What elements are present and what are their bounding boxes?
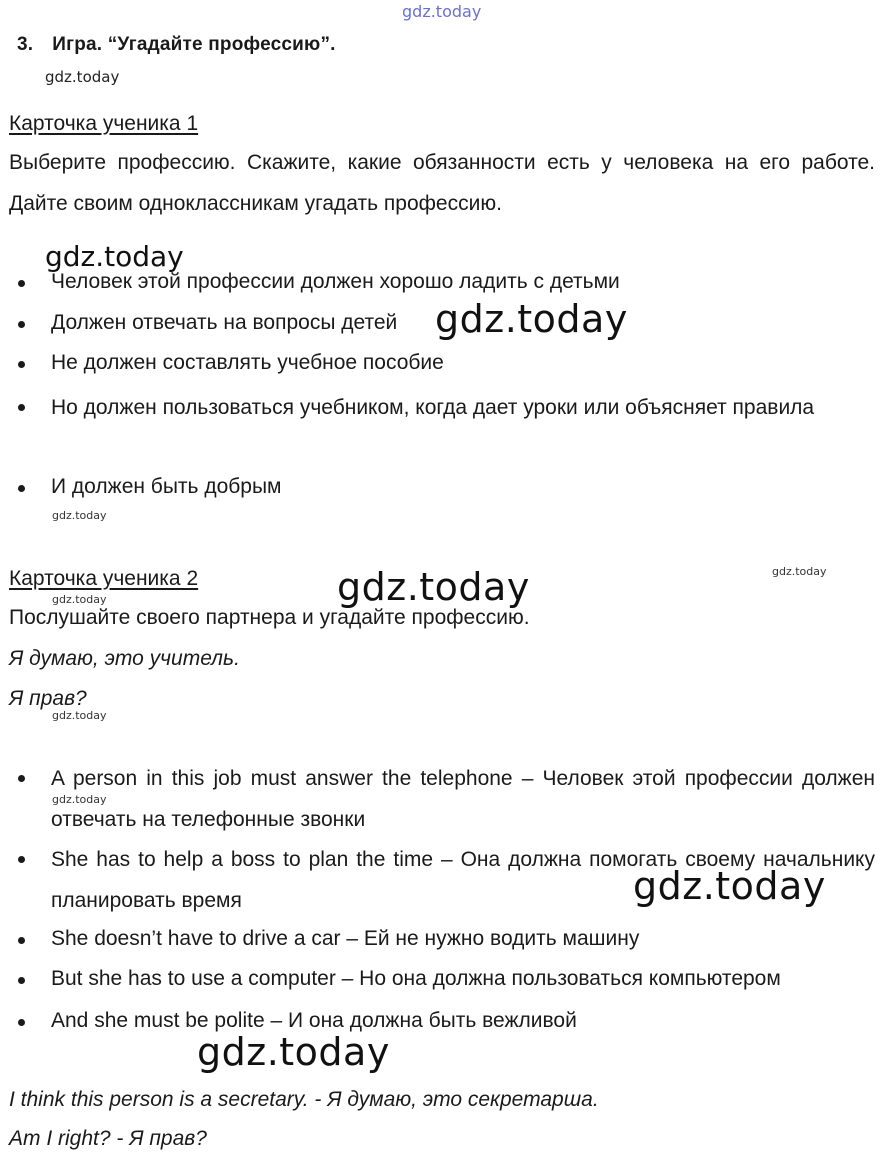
watermark-tiny: gdz.today: [52, 509, 107, 522]
list-item: Человек этой профессии должен хорошо ладить с детьми: [51, 270, 620, 293]
list-item: But she has to use a computer – Но она должна пользоваться компьютером: [51, 967, 781, 990]
card2-answer-line1: Я думаю, это учитель.: [9, 647, 240, 670]
list-item: Должен отвечать на вопросы детей: [51, 311, 398, 334]
watermark-tiny: gdz.today: [52, 709, 107, 722]
bullet-dot: [18, 361, 25, 368]
card2-instruction: Послушайте своего партнера и угадайте профессию.: [9, 606, 530, 629]
bullet-dot: [18, 937, 25, 944]
watermark-small: gdz.today: [45, 68, 120, 86]
bullet-dot: [18, 775, 25, 782]
watermark-top: gdz.today: [402, 2, 482, 21]
task-title: [17, 34, 336, 56]
watermark-big: gdz.today: [197, 1030, 390, 1074]
task-number: 3.: [17, 34, 34, 55]
bullet-dot: [18, 280, 25, 287]
bullet-dot: [18, 856, 25, 863]
card2-answer-line2: Я прав?: [9, 687, 87, 710]
watermark-tiny: gdz.today: [52, 593, 107, 606]
card1-instructions: Выберите профессию. Скажите, какие обязанности есть у человека на его работе. Дайте своим одноклассникам угадать профессию.: [9, 151, 875, 215]
watermark-big: gdz.today: [435, 297, 628, 341]
watermark-tiny: gdz.today: [52, 793, 107, 806]
conclusion-line1: I think this person is a secretary. - Я думаю, это секретарша.: [9, 1088, 599, 1111]
list-item: She doesn’t have to drive a car – Ей не нужно водить машину: [51, 927, 640, 950]
bullet-dot: [18, 404, 25, 411]
list-item: A person in this job must answer the telephone – Человек этой профессии должен отвечать на телефонные звонки: [51, 767, 875, 831]
card2-heading: Карточка ученика 2: [9, 567, 199, 590]
conclusion-line2: Am I right? - Я прав?: [9, 1127, 207, 1150]
watermark-big: gdz.today: [337, 565, 530, 609]
list-item: Не должен составлять учебное пособие: [51, 351, 444, 374]
card1-heading: Карточка ученика 1: [9, 112, 199, 135]
watermark-mid: gdz.today: [45, 240, 184, 273]
list-item: She has to help a boss to plan the time – Она должна помогать своему начальнику планировать время: [51, 848, 875, 912]
list-item: И должен быть добрым: [51, 475, 282, 498]
bullet-dot: [18, 321, 25, 328]
list-item: Но должен пользоваться учебником, когда дает уроки или объясняет правила: [51, 396, 815, 419]
bullet-dot: [18, 485, 25, 492]
task-title-text: Игра. “Угадайте профессию”.: [52, 34, 336, 55]
bullet-dot: [18, 977, 25, 984]
bullet-dot: [18, 1019, 25, 1026]
list-item: And she must be polite – И она должна быть вежливой: [51, 1009, 577, 1032]
watermark-big: gdz.today: [633, 864, 826, 908]
watermark-tiny: gdz.today: [772, 565, 827, 578]
